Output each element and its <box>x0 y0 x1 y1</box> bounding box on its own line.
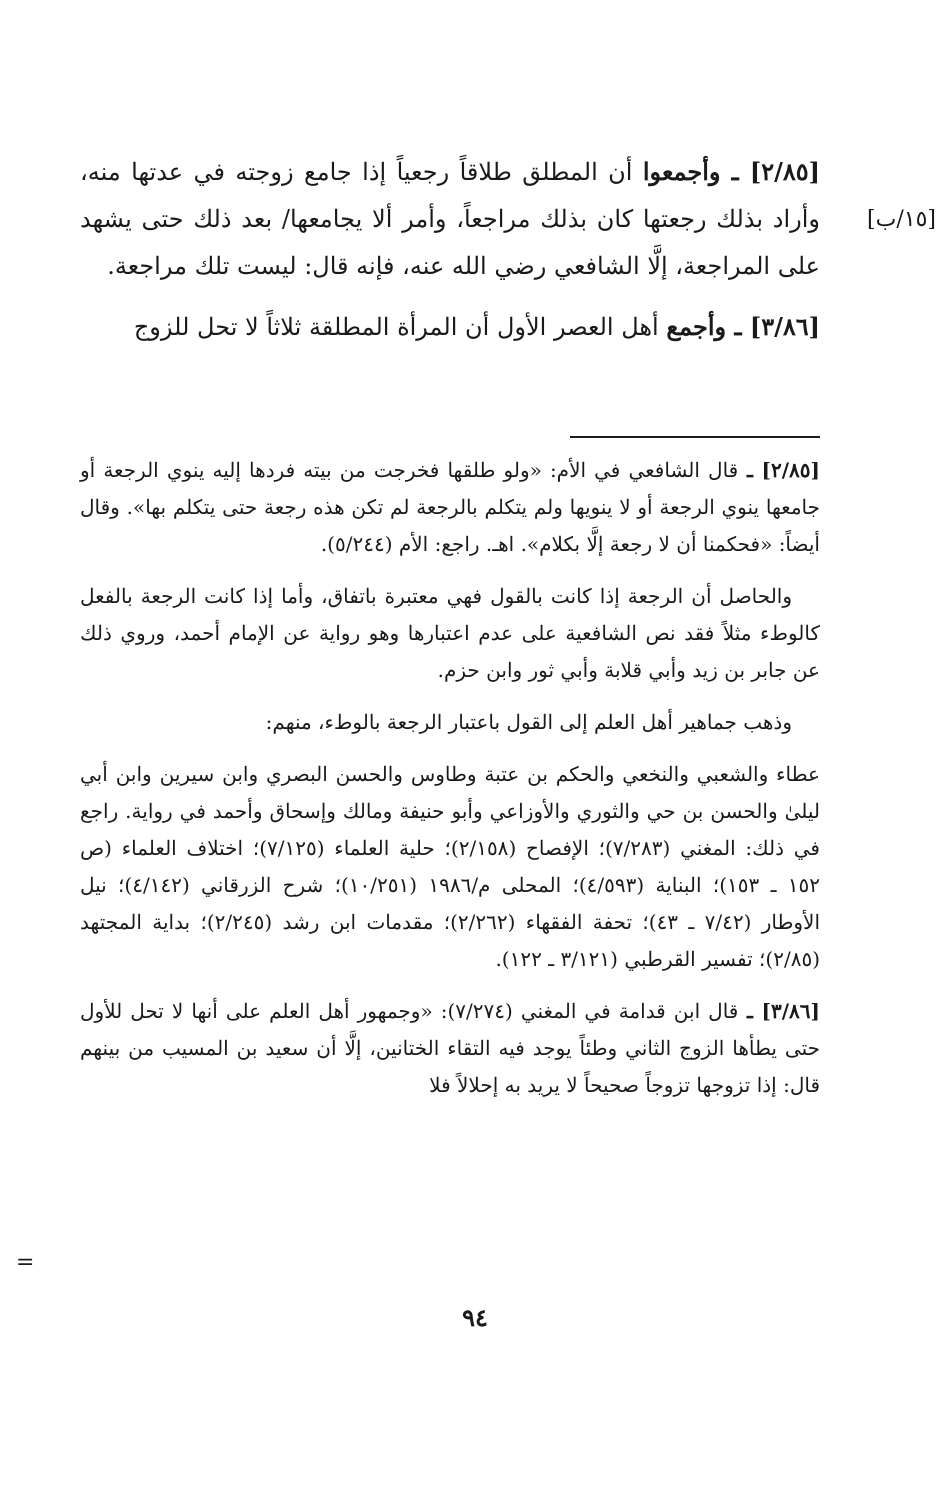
entry-keyword: وأجمعوا <box>642 157 721 186</box>
entry-reference: [٣/٨٦] <box>749 312 820 341</box>
entry-keyword: وأجمع <box>666 312 727 341</box>
page-number: ٩٤ <box>462 1303 488 1332</box>
footnote-text: قال الشافعي في الأم: «ولو طلقها فخرجت من بيته فردها إليه ينوي الرجعة أو جامعها ينوي الرجعة أو لا ينويها ولم يتكلم بالرجعة لم تكن هذه رجعة حتى يتكلم بها». وقال أيضاً: «فحكمنا أن لا رجعة إلَّا بكلام». اهـ. راجع: الأم (٥/٢٤٤). <box>80 458 820 556</box>
continuation-mark: = <box>16 1250 35 1275</box>
footnote-reference: [٢/٨٥] <box>761 458 820 482</box>
entry-text: أن المطلق طلاقاً رجعياً إذا جامع زوجته في عدتها منه، وأراد بذلك رجعتها كان بذلك مراجعاً، وأمر ألا يجامعها/ بعد ذلك حتى يشهد على المراجعة، إلَّا الشافعي رضي الله عنه، فإنه قال: ليست تلك مراجعة. <box>80 158 820 280</box>
footnote-85 <box>80 452 820 563</box>
footnote-85-paragraph-3: وذهب جماهير أهل العلم إلى القول باعتبار الرجعة بالوطء، منهم: <box>265 710 792 734</box>
footnote-85-paragraph-4: عطاء والشعبي والنخعي والحكم بن عتبة وطاوس والحسن البصري وابن سيرين وابن أبي ليلىٰ والحسن بن حي والثوري والأوزاعي وأبو حنيفة ومالك وإسحاق وأحمد في رواية. راجع في ذلك: المغني (٧/٢٨٣)؛ الإفصاح (٢/١٥٨)؛ حلية العلماء (٧/١٢٥)؛ اختلاف العلماء (ص ١٥٢ ـ ١٥٣)؛ البناية (٤/٥٩٣)؛ المحلى م/١٩٨٦ (١٠/٢٥١)؛ شرح الزرقاني (٤/١٤٢)؛ نيل الأوطار (٧/٤٢ ـ ٤٣)؛ تحفة الفقهاء (٢/٢٦٢)؛ مقدمات ابن رشد (٢/٢٤٥)؛ بداية المجتهد (٢/٨٥)؛ تفسير القرطبي (٣/١٢١ ـ ١٢٢). <box>80 762 820 971</box>
footnotes <box>80 452 820 1104</box>
entry-dash: ـ <box>720 157 750 186</box>
entry-dash: ـ <box>726 312 750 341</box>
entry-reference: [٢/٨٥] <box>749 157 821 186</box>
footnote-86 <box>80 993 820 1104</box>
footnote-dash: ـ <box>738 458 762 482</box>
footnote-text: قال ابن قدامة في المغني (٧/٢٧٤): «وجمهور أهل العلم على أنها لا تحل للأول حتى يطأها الزوج الثاني وطئاً يوجد فيه التقاء الختانين، إلَّا أن سعيد بن المسيب من بينهم قال: إذا تزوجها تزوجاً صحيحاً لا يريد به إحلالاً فلا <box>80 999 820 1097</box>
main-paragraph-consensus-86 <box>80 303 820 351</box>
footnote-reference: [٣/٨٦] <box>761 999 820 1023</box>
entry-text: أهل العصر الأول أن المرأة المطلقة ثلاثاً لا تحل للزوج <box>133 313 667 341</box>
footnote-dash: ـ <box>738 999 762 1023</box>
main-paragraph-consensus-85 <box>80 148 820 290</box>
manuscript-folio-marker: [١٥/ب] <box>867 207 936 232</box>
footnote-85-paragraph-2: والحاصل أن الرجعة إذا كانت بالقول فهي معتبرة باتفاق، وأما إذا كانت الرجعة بالفعل كالوطء مثلاً فقد نص الشافعية على عدم اعتبارها وهو رواية عن الإمام أحمد، وروي ذلك عن جابر بن زيد وأبي قلابة وأبي ثور وابن حزم. <box>80 584 820 682</box>
footnote-separator <box>570 436 820 438</box>
main-text <box>80 148 820 351</box>
